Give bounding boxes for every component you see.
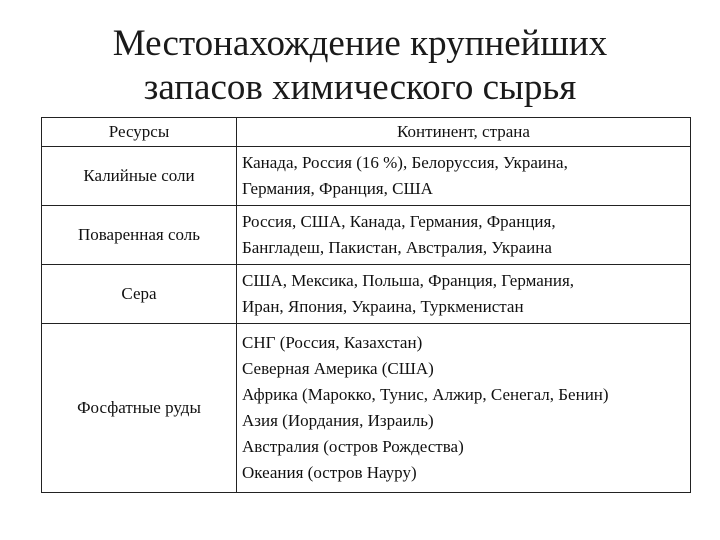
location-line: Иран, Япония, Украина, Туркменистан [242,297,524,316]
location-line: Канада, Россия (16 %), Белоруссия, Украина, [242,153,568,172]
header-continent-country: Континент, страна [237,118,691,147]
location-line: Германия, Франция, США [242,179,433,198]
location-line: США, Мексика, Польша, Франция, Германия, [242,271,575,290]
resource-name: Сера [42,265,237,324]
location-line: Азия (Иордания, Израиль) [242,411,434,430]
slide-title [0,22,720,110]
resource-locations [237,206,691,265]
location-line: Океания (остров Науру) [242,463,417,482]
resource-name: Поваренная соль [42,206,237,265]
title-line-2: запасов химического сырья [143,67,577,108]
table-row [42,324,691,493]
resource-locations [237,265,691,324]
resource-locations [237,147,691,206]
header-resources: Ресурсы [42,118,237,147]
location-line: Бангладеш, Пакистан, Австралия, Украина [242,238,552,257]
table-row [42,206,691,265]
resources-table [41,117,691,493]
title-line-1: Местонахождение крупнейших [112,23,608,64]
table-row [42,147,691,206]
resource-name: Фосфатные руды [42,324,237,493]
location-line: Северная Америка (США) [242,359,434,378]
table-header-row [42,118,691,147]
location-line: Африка (Марокко, Тунис, Алжир, Сенегал, Бенин) [242,385,609,404]
location-line: СНГ (Россия, Казахстан) [242,333,423,352]
location-line: Россия, США, Канада, Германия, Франция, [242,212,556,231]
resource-locations [237,324,691,493]
location-line: Австралия (остров Рождества) [242,437,464,456]
table-row [42,265,691,324]
resource-name: Калийные соли [42,147,237,206]
